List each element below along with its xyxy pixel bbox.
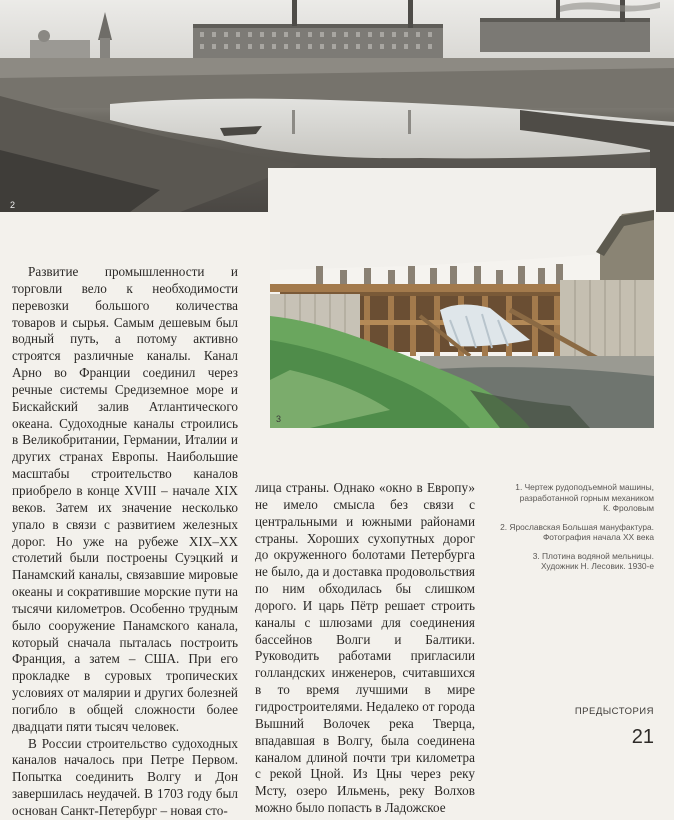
paragraph: лица страны. Однако «окно в Европу» не имело смысла без связи с центральными и южными районами страны. Хороших сухопутных дорог до окруженного болотами Петербурга не было, да и доставка продовольствия по ним обходилась бы слишком дорого. И царь Пётр решает строить каналы с шлюзами для соединения бассейнов Волги и Балтики. Руководить работами пригласили голландских инженеров, считавшихся в то время лучшими в мире гидростроителями. Недалеко от города Вышний Волочек река Тверца, впадавшая в Волгу, была соединена каналом длиной почти три километра с рекой Цной. Из Цны через реку Мсту, озеро Ильмень, реку Волхов можно было попасть в Ладожское (255, 480, 475, 816)
caption-1 (494, 482, 654, 514)
caption-line: 1. Чертеж рудоподъемной машины, (515, 482, 654, 492)
caption-line: 3. Плотина водяной мельницы. (532, 550, 654, 561)
painting-scene (270, 170, 654, 428)
caption-line: К. Фроловым (603, 503, 654, 513)
caption-line: разработанной горным механиком (519, 492, 654, 503)
body-text-column-1 (12, 264, 238, 820)
page-number: 21 (631, 726, 654, 748)
caption-3 (494, 551, 654, 572)
caption-line: Фотография начала XX века (542, 532, 654, 542)
figure-number-inset: 3 (276, 414, 282, 424)
body-text-column-2 (255, 480, 475, 817)
figure-captions (494, 482, 654, 580)
paragraph: В России строительство судоходных каналов началось при Петре Первом. Попытка соединить Волгу и Дон завершилась неудачей. В 1703 году был основан Санкт-Петербург – новая сто- (12, 735, 238, 818)
section-label: ПРЕДЫСТОРИЯ (574, 706, 654, 717)
figure-number-top: 2 (10, 200, 16, 210)
caption-line: Художник Н. Лесовик. 1930-е (541, 561, 654, 571)
caption-line: 2. Ярославская Большая мануфактура. (500, 521, 654, 532)
painting-water-mill-dam (268, 168, 656, 430)
caption-2 (494, 522, 654, 543)
paragraph: Развитие промышленности и торговли вело к необходимости перевозки большого количества товаров и сырья. Самым дешевым был водный путь, а потому активно строятся различные каналы. Канал Арно во Франции соединил через речные системы Средиземное море и Бискайский залив Атлантического океана. Судоходные каналы строились в Великобритании, Германии, Италии и других странах Европы. Наибольшие масштабы строительство каналов приобрело в конце XVIII – начале XIX веков. Затем их значение несколько упало в связи с развитием железных дорог. Но уже на рубеже XIX–XX столетий были построены Суэцкий и Панамский каналы, связавшие мировые океаны и сократившие морские пути на тысячи километров. Особенно трудным было сооружение Панамского канала, который сначала пыталась построить Франция, а затем – США. При его прокладке в суровых тропических условиях от малярии и других болезней погибло в общей сложности более двадцати пяти тысяч человек. (12, 264, 238, 734)
